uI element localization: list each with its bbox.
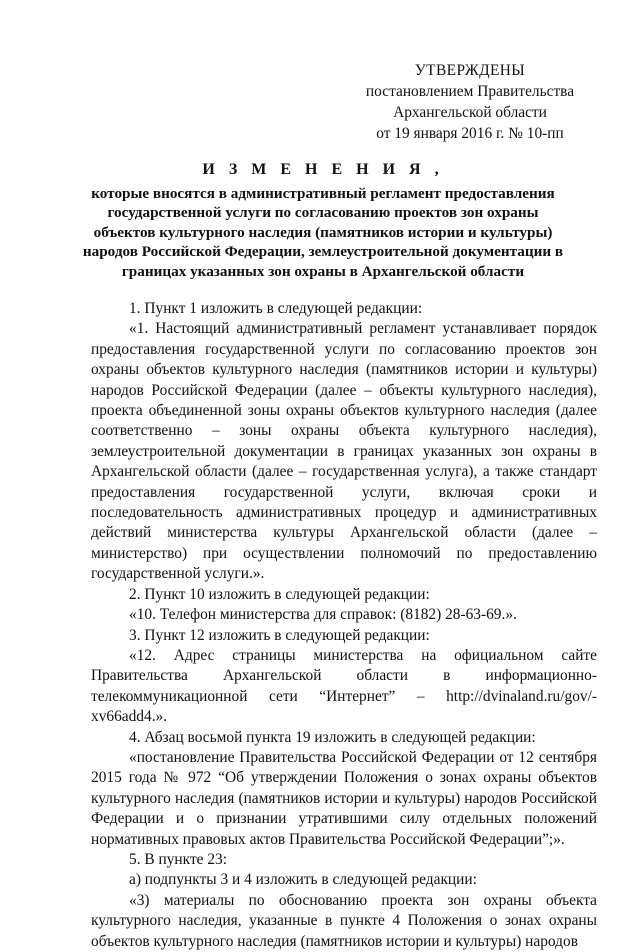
paragraph-quote-3: «3) материалы по обоснованию проекта зон охраны объекта культурного наследия, указанные в пункте 4 Положения о зонах охраны объектов культурного наследия (памятников истории и культуры) народов <box>91 891 597 950</box>
approval-stamp <box>340 60 600 144</box>
paragraph-quote-10: «10. Телефон министерства для справок: (8182) 28-63-69.». <box>129 606 517 624</box>
paragraph-item-1: 1. Пункт 1 изложить в следующей редакции: <box>129 300 423 317</box>
approval-line-1: постановлением Правительства <box>365 83 575 100</box>
approval-line-2: Архангельской области <box>393 104 547 121</box>
paragraph-quote-12: «12. Адрес страницы министерства на официальном сайте Правительства Архангельской области в информационно-телекоммуникационной сети “Интернет” – http://dvinaland.ru/gov/-xv66add4.». <box>91 646 597 726</box>
document-body <box>91 299 597 952</box>
document-heading <box>78 160 568 281</box>
paragraph-subitem-a: а) подпункты 3 и 4 изложить в следующей редакции: <box>129 871 477 889</box>
heading-title: И З М Е Н Е Н И Я , <box>202 161 444 178</box>
paragraph-item-5: 5. В пункте 23: <box>129 850 228 868</box>
paragraph-item-2: 2. Пункт 10 изложить в следующей редакции: <box>129 585 430 603</box>
paragraph-item-4: 4. Абзац восьмой пункта 19 изложить в следующей редакции: <box>129 728 536 746</box>
approval-line-3: от 19 января 2016 г. № 10-пп <box>376 125 564 142</box>
paragraph-item-3: 3. Пункт 12 изложить в следующей редакции: <box>129 626 430 644</box>
heading-subtitle: которые вносятся в административный регламент предоставления государственной услуги по согласованию проектов зон охраны объектов культурного наследия (памятников истории и культуры) народов Российской Федерации, землеустроительной документации в границах указанных зон охраны в Архангельской области <box>82 184 564 280</box>
paragraph-quote-1: «1. Настоящий административный регламент устанавливает порядок предоставления государственной услуги по согласованию проектов зон охраны объектов культурного наследия (памятников истории и культуры) народов Российской Федерации (далее – объекты культурного наследия), проекта объединенной зоны охраны объектов культурного наследия (далее соответственно – зоны охраны объекта культурного наследия), землеустроительной документации в границах указанных зон охраны в Архангельской области (далее – государственная услуга), а также стандарт предоставления государственной услуги, включая сроки и последовательность административных процедур и административных действий министерства культуры Архангельской области (далее – министерство) при осуществлении полномочий по предоставлению государственной услуги.». <box>91 320 597 583</box>
approval-title: УТВЕРЖДЕНЫ <box>414 62 526 79</box>
paragraph-quote-19: «постановление Правительства Российской Федерации от 12 сентября 2015 года № 972 “Об утверждении Положения о зонах охраны объектов культурного наследия (памятников истории и культуры) народов Российской Федерации и о признании утратившими силу отдельных положений нормативных правовых актов Правительства Российской Федерации”;». <box>91 748 597 848</box>
